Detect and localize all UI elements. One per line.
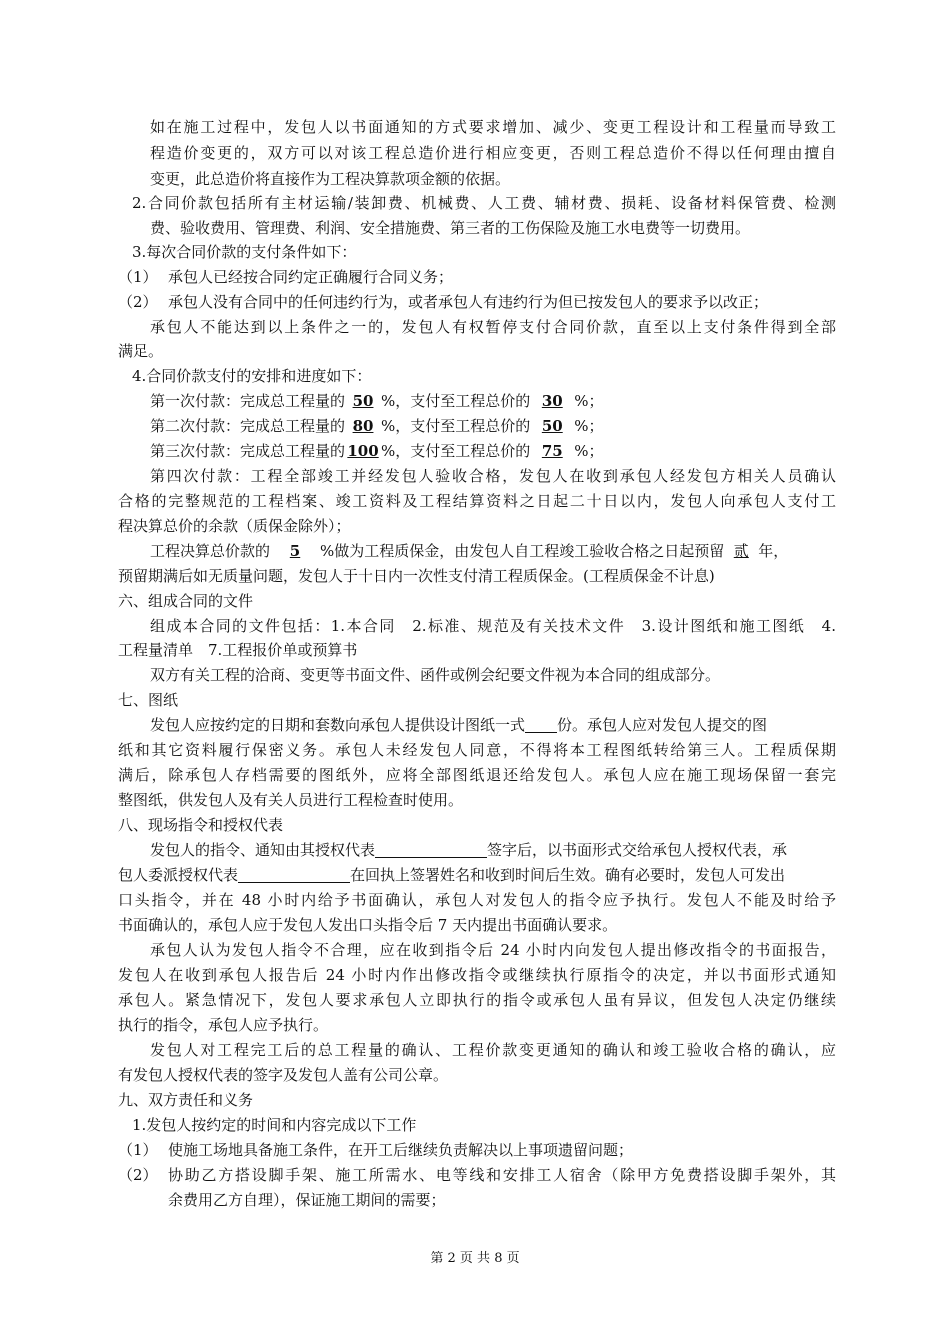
page-footer: 第 2 页 共 8 页 <box>430 1251 520 1266</box>
list-heading: 3.每次合同价款的支付条件如下： <box>132 243 357 261</box>
list-item: 承包人没有合同中的任何违约行为，或者承包人有违约行为但已按发包人的要求予以改正； <box>168 293 769 311</box>
drawings-text: 份。承包人应对发包人提交的图 <box>557 716 768 734</box>
list-number: （2） <box>118 293 158 311</box>
authorization-text: 包人委派授权代表 <box>118 866 239 884</box>
payment-percent: 80 <box>352 417 374 435</box>
paragraph-line: 工程量清单 7.工程报价单或预算书 <box>118 641 358 659</box>
list-item: 余费用乙方自理），保证施工期间的需要； <box>168 1191 446 1209</box>
payment-text: %，支付至工程总价的 <box>381 442 531 460</box>
section-heading: 六、组成合同的文件 <box>118 592 254 610</box>
paragraph-line: 整图纸，供发包人及有关人员进行工程检查时使用。 <box>118 791 464 809</box>
paragraph-line: 承包人认为发包人指令不合理，应在收到指令后 24 小时内向发包人提出修改指令的书面报告， <box>150 941 836 959</box>
payment-percent: 50 <box>352 392 374 410</box>
paragraph-line: 满后，除承包人存档需要的图纸外，应将全部图纸退还给发包人。承包人应在施工现场保留一套完 <box>118 766 836 784</box>
blank-field <box>238 866 350 883</box>
payment-text: 第三次付款：完成总工程量的 <box>150 442 346 460</box>
payment-text: %，支付至工程总价的 <box>381 392 531 410</box>
payment-text: %； <box>574 417 604 435</box>
blank-field <box>375 841 487 858</box>
authorization-text: 在回执上签署姓名和收到时间后生效。确有必要时，发包人可发出 <box>350 866 786 884</box>
payment-text: 第二次付款：完成总工程量的 <box>150 417 346 435</box>
payment-line-3 <box>150 439 604 463</box>
list-number: （2） <box>118 1166 158 1184</box>
retention-years: 贰 <box>733 542 749 560</box>
payment-text: %，支付至工程总价的 <box>381 417 531 435</box>
paragraph-line: 程决算总价的余款（质保金除外）； <box>118 517 351 535</box>
list-heading: 1.发包人按约定的时间和内容完成以下工作 <box>132 1116 417 1134</box>
list-item: 使施工场地具备施工条件，在开工后继续负责解决以上事项遗留问题； <box>168 1141 634 1159</box>
retention-percent: 5 <box>289 542 301 560</box>
list-number: （1） <box>118 1141 158 1159</box>
payment-percent: 75 <box>541 442 563 460</box>
paragraph-line: 如在施工过程中，发包人以书面通知的方式要求增加、减少、变更工程设计和工程量而导致工 <box>150 118 836 136</box>
authorization-text: 签字后，以书面形式交给承包人授权代表，承 <box>487 841 788 859</box>
paragraph-line: 第四次付款：工程全部竣工并经发包人验收合格，发包人在收到承包人经发包方相关人员确认 <box>150 467 836 485</box>
list-item: 承包人已经按合同约定正确履行合同义务； <box>168 268 454 286</box>
paragraph-line: 发包人在收到承包人报告后 24 小时内作出修改指令或继续执行原指令的决定，并以书面形式通知 <box>118 966 836 984</box>
paragraph-line: 书面确认的，承包人应于发包人发出口头指令后 7 天内提出书面确认要求。 <box>118 916 618 934</box>
list-number: （1） <box>118 268 158 286</box>
paragraph-line: 变更，此总造价将直接作为工程决算款项金额的依据。 <box>150 170 511 188</box>
paragraph-line: 口头指令，并在 48 小时内给予书面确认，承包人对发包人的指令应予执行。发包人不能及时给予 <box>118 891 836 909</box>
paragraph-line: 费、验收费用、管理费、利润、安全措施费、第三者的工伤保险及施工水电费等一切费用。 <box>150 219 751 237</box>
drawings-line <box>150 713 767 737</box>
list-item: 协助乙方搭设脚手架、施工所需水、电等线和安排工人宿舍（除甲方免费搭设脚手架外，其 <box>168 1166 836 1184</box>
payment-percent: 100 <box>347 442 379 460</box>
paragraph-line: 组成本合同的文件包括：1.本合同 2.标准、规范及有关技术文件 3.设计图纸和施工图纸 4. <box>150 617 836 635</box>
paragraph-line: 合格的完整规范的工程档案、竣工资料及工程结算资料之日起二十日以内，发包人向承包人支付工 <box>118 492 836 510</box>
payment-line-1 <box>150 389 604 413</box>
blank-field <box>525 716 557 733</box>
paragraph-line: 承包人不能达到以上条件之一的，发包人有权暂停支付合同价款，直至以上支付条件得到全部 <box>150 318 836 336</box>
section-heading: 八、现场指令和授权代表 <box>118 816 284 834</box>
authorization-text: 发包人的指令、通知由其授权代表 <box>150 841 376 859</box>
retention-line <box>150 539 788 563</box>
retention-text: 年， <box>758 542 789 560</box>
paragraph-line: 2.合同价款包括所有主材运输/装卸费、机械费、人工费、辅材费、损耗、设备材料保管费、检测 <box>132 194 836 212</box>
paragraph-line: 发包人对工程完工后的总工程量的确认、工程价款变更通知的确认和竣工验收合格的确认，应 <box>150 1041 836 1059</box>
payment-text: 第一次付款：完成总工程量的 <box>150 392 346 410</box>
section-heading: 七、图纸 <box>118 691 179 709</box>
authorization-line-2 <box>118 863 785 887</box>
payment-percent: 50 <box>541 417 563 435</box>
paragraph-line: 预留期满后如无质量问题，发包人于十日内一次性支付清工程质保金。(工程质保金不计息) <box>118 567 715 585</box>
payment-text: %； <box>574 392 604 410</box>
paragraph-line: 有发包人授权代表的签字及发包人盖有公司公章。 <box>118 1066 449 1084</box>
list-heading: 4.合同价款支付的安排和进度如下： <box>132 367 372 385</box>
authorization-line-1 <box>150 838 787 862</box>
paragraph-line: 纸和其它资料履行保密义务。承包人未经发包人同意，不得将本工程图纸转给第三人。工程质保期 <box>118 741 836 759</box>
paragraph-line: 满足。 <box>118 342 164 360</box>
drawings-text: 发包人应按约定的日期和套数向承包人提供设计图纸一式 <box>150 716 526 734</box>
paragraph-line: 程造价变更的，双方可以对该工程总造价进行相应变更，否则工程总造价不得以任何理由擅自 <box>150 144 836 162</box>
payment-line-2 <box>150 414 604 438</box>
payment-percent: 30 <box>541 392 563 410</box>
paragraph-line: 执行的指令，承包人应予执行。 <box>118 1016 329 1034</box>
retention-text: 工程决算总价款的 <box>150 542 271 560</box>
payment-text: %； <box>574 442 604 460</box>
retention-text: %做为工程质保金，由发包人自工程竣工验收合格之日起预留 <box>320 542 725 560</box>
section-heading: 九、双方责任和义务 <box>118 1091 254 1109</box>
paragraph-line: 双方有关工程的洽商、变更等书面文件、函件或例会纪要文件视为本合同的组成部分。 <box>150 666 721 684</box>
paragraph-line: 承包人。紧急情况下，发包人要求承包人立即执行的指令或承包人虽有异议，但发包人决定仍继续 <box>118 991 836 1009</box>
